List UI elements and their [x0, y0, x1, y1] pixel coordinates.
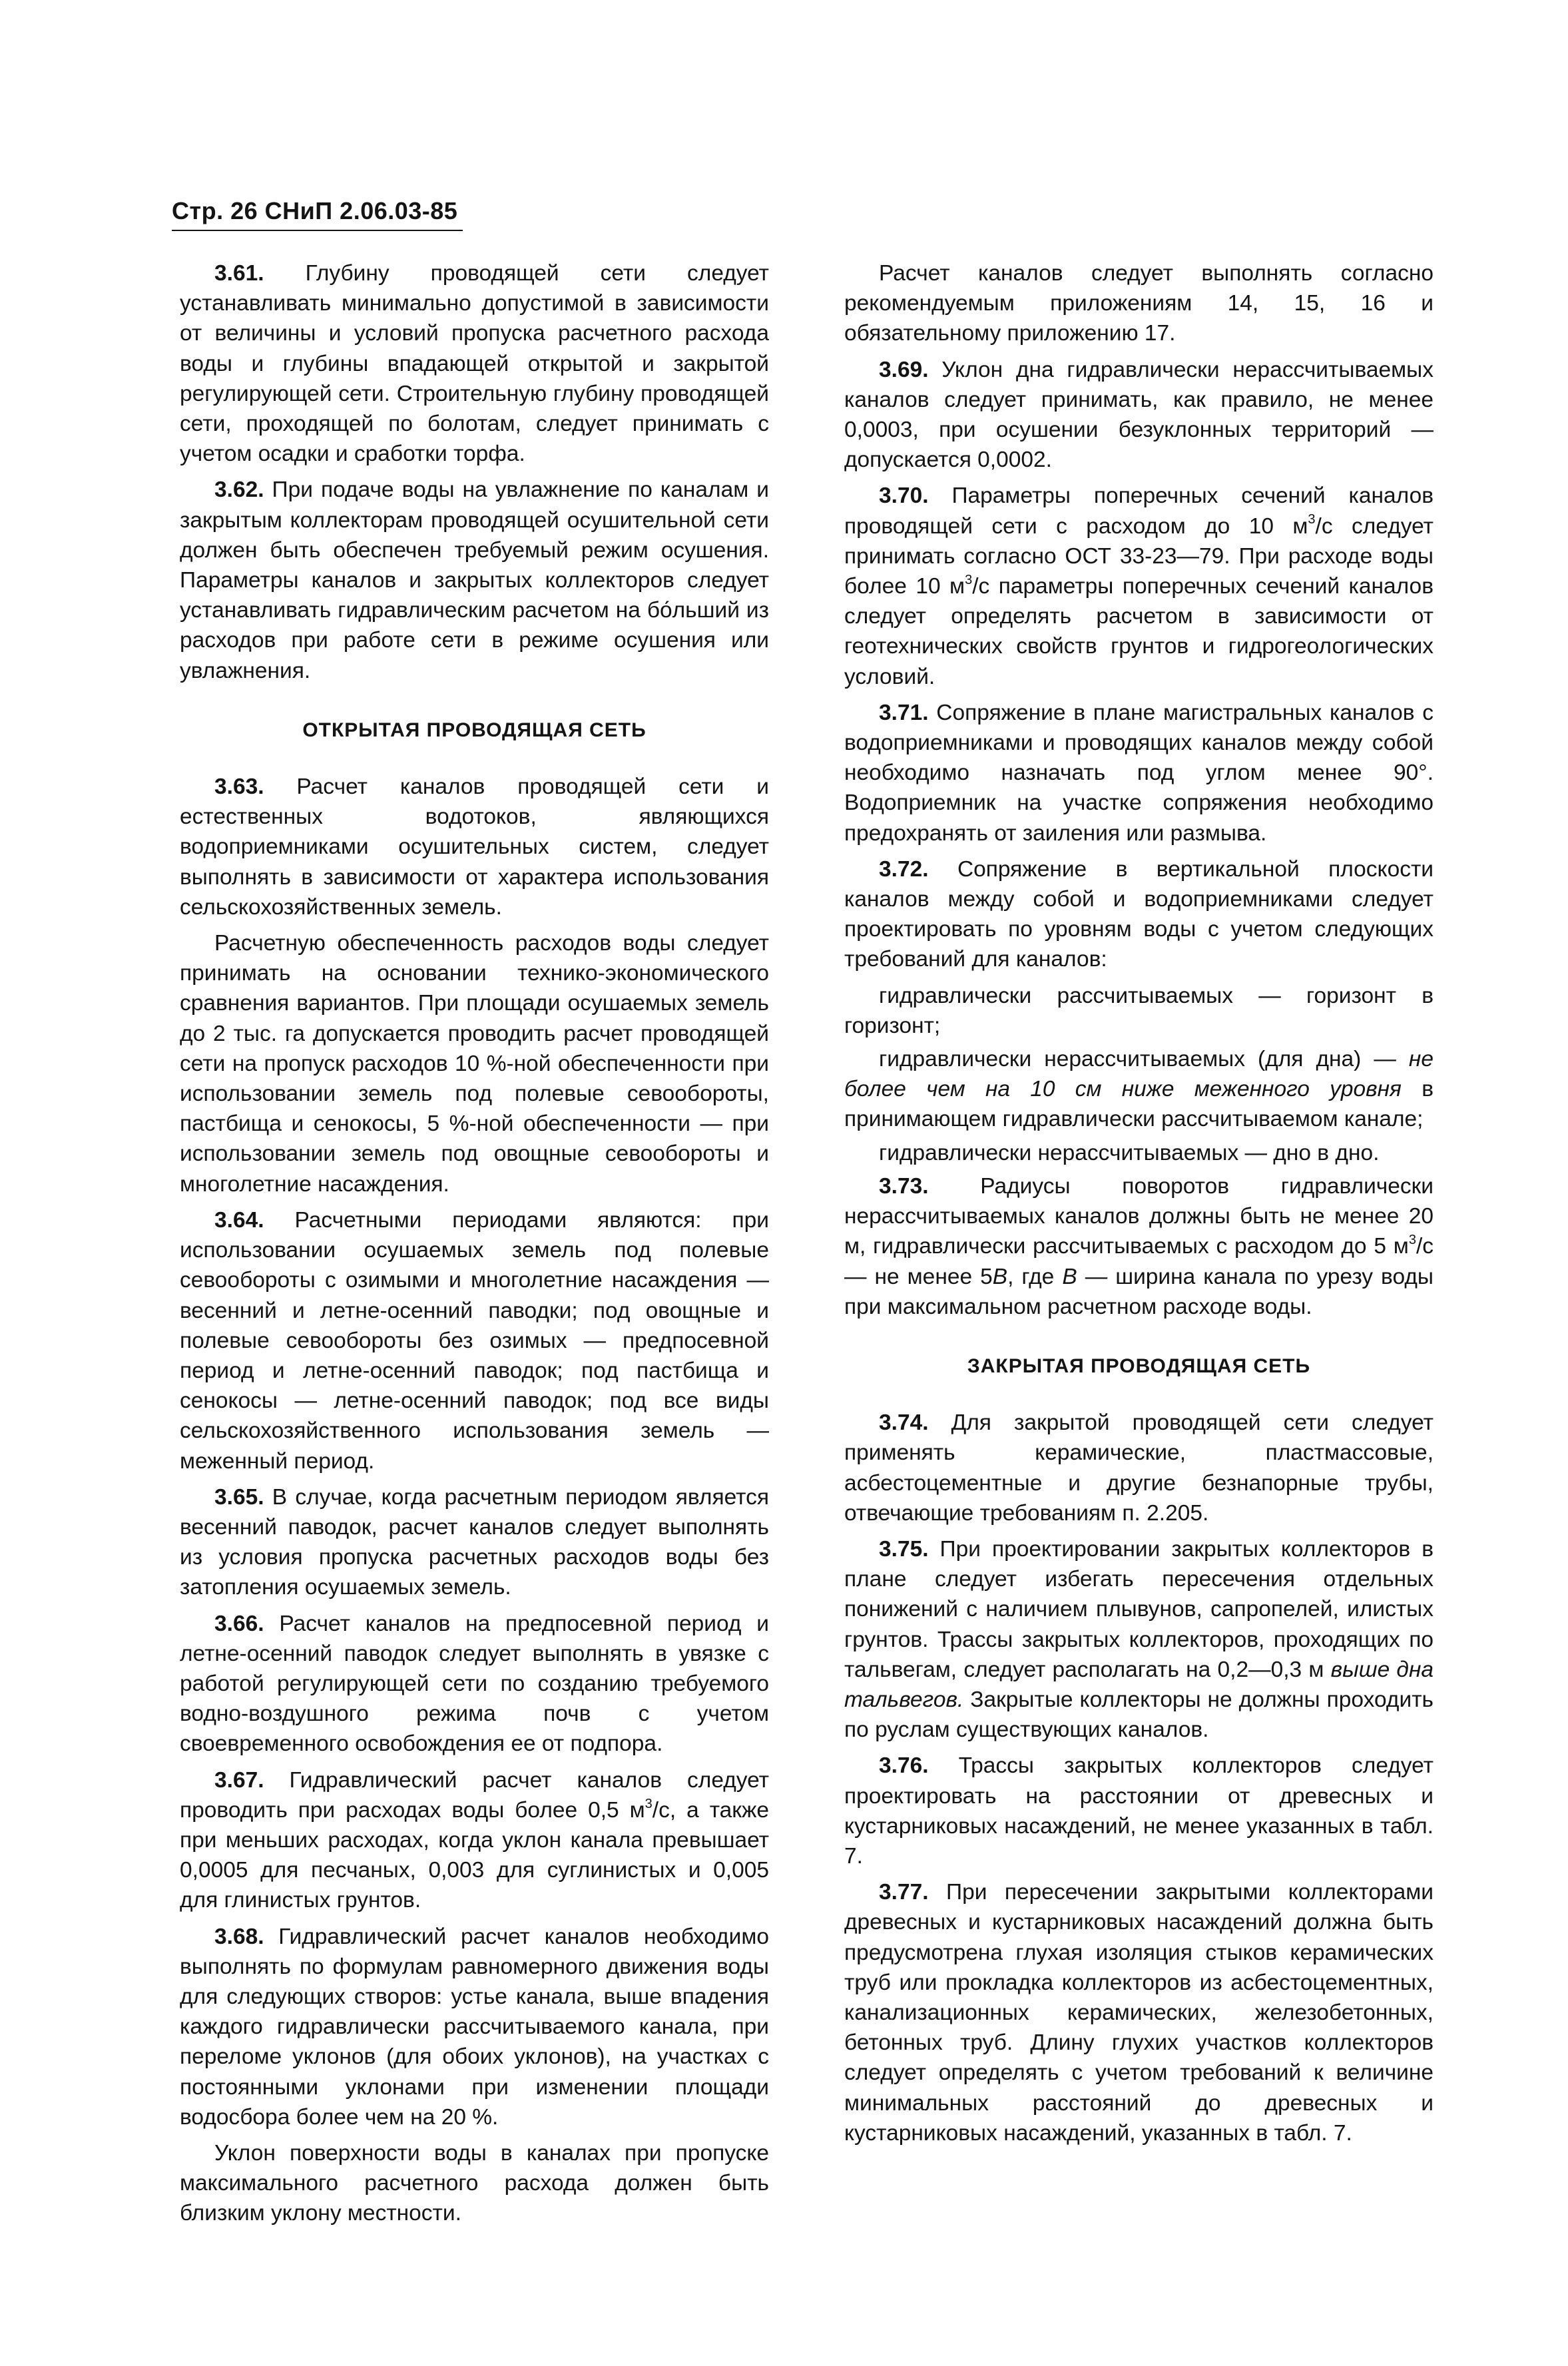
clause-number: 3.72.: [879, 856, 929, 882]
clause-text: Закрытые коллекторы не должны проходить по руслам существующих каналов.: [844, 1687, 1434, 1743]
paragraph-3-63: [180, 772, 769, 922]
paragraph-3-64: [180, 1205, 769, 1476]
paragraph-3-62: [180, 475, 769, 685]
superscript: 3: [1308, 512, 1316, 527]
paragraph-3-71: [844, 698, 1434, 848]
paragraph-3-68-continued: Уклон поверхности воды в каналах при пропуске максимального расчетного расхода должен быть близким уклону местности.: [180, 2140, 769, 2226]
clause-number: 3.73.: [879, 1173, 929, 1199]
paragraph-3-68: [180, 1922, 769, 2132]
clause-number: 3.65.: [214, 1484, 264, 1510]
paragraph-3-77: [844, 1877, 1434, 2148]
variable: B: [1062, 1264, 1077, 1289]
clause-text: /с, а также при меньших расходах, когда уклон канала превышает 0,0005 для песчаных, 0,003 для суглинистых и 0,005 для глинистых грунтов.: [180, 1797, 770, 1913]
section-heading-open-network: ОТКРЫТАЯ ПРОВОДЯЩАЯ СЕТЬ: [302, 719, 647, 741]
paragraph-3-66: [180, 1609, 769, 1759]
clause-text: Для закрытой проводящей сети следует применять керамические, пластмассовые, асбестоцементные и другие безнапорные трубы, отвечающие требованиям п. 2.205.: [844, 1410, 1434, 1526]
clause-text: При пересечении закрытыми коллекторами древесных и кустарниковых насаждений должна быть предусмотрена глухая изоляция стыков керамических труб или прокладка коллекторов из асбестоцементных, канализационных керамических, железобетонных, бетонных труб. Длину глухих участков коллекторов следует определять с учетом требований к величине минимальных расстояний до древесных и кустарниковых насаждений, указанных в табл. 7.: [844, 1880, 1434, 2146]
paragraph-3-65: [180, 1482, 769, 1603]
right-column: [844, 258, 1434, 2154]
clause-number: 3.69.: [879, 357, 929, 382]
clause-number: 3.62.: [214, 477, 264, 503]
clause-text: Расчетными периодами являются: при использовании осушаемых земель под полевые севообороты с озимыми и многолетние насаждения — весенний и летне-осенний паводки; под овощные и полевые севообороты без озимых — предпосевной период и летне-осенний паводок; под пастбища и сенокосы — летне-осенний паводок; под все виды сельскохозяйственного использования земель — меженный период.: [180, 1207, 770, 1474]
clause-text: Расчет каналов на предпосевной период и летне-осенний паводок следует выполнять в увязке с работой регулирующей сети по созданию требуемого водно-воздушного режима почв с учетом своевременного освобождения ее от подпора.: [180, 1611, 769, 1757]
clause-number: 3.74.: [879, 1410, 929, 1436]
clause-number: 3.64.: [214, 1207, 264, 1233]
paragraph-3-63-continued: Расчетную обеспеченность расходов воды следует принимать на основании технико-экономического сравнения вариантов. При площади осушаемых земель до 2 тыс. га допускается проводить расчет проводящей сети на пропуск расходов 10 %-ной обеспеченности при использовании земель под полевые севообороты, пастбища и сенокосы, 5 %-ной обеспеченности — при использовании земель под овощные севообороты и многолетние насаждения.: [180, 931, 769, 1197]
clause-text: Уклон дна гидравлически нерассчитываемых каналов следует принимать, как правило, не менее 0,0003, при осушении безуклонных территорий — допускается 0,0002.: [844, 357, 1434, 473]
superscript: 3: [965, 572, 973, 587]
left-column: [180, 258, 769, 2235]
clause-number: 3.63.: [214, 774, 264, 800]
paragraph-3-73: [844, 1171, 1434, 1322]
superscript: 3: [645, 1796, 653, 1811]
clause-text: /с параметры поперечных сечений каналов следует определять расчетом в зависимости от геотехнических свойств грунтов и гидрогеологических условий.: [844, 574, 1434, 689]
italic-text: не более чем на 10 см ниже меженного уровня: [844, 1047, 1434, 1102]
clause-text: — ширина канала по урезу воды при максимальном расчетном расходе воды.: [844, 1264, 1434, 1319]
superscript: 3: [1408, 1233, 1416, 1248]
running-head: Стр. 26 СНиП 2.06.03-85: [172, 197, 458, 224]
clause-number: 3.61.: [214, 261, 264, 286]
paragraph-3-61: [180, 258, 769, 469]
list-item-hydraulic-not-calculated: гидравлически нерассчитываемых — дно в дно.: [879, 1140, 1380, 1165]
clause-text: Сопряжение в плане магистральных каналов с водоприемниками и проводящих каналов между собой необходимо назначать под углом менее 90°. Водоприемник на участке сопряжения необходимо предохранять от заиления или размыва.: [844, 700, 1434, 846]
paragraph-3-68-calculation: Расчет каналов следует выполнять согласно рекомендуемым приложениям 14, 15, 16 и обязательному приложению 17.: [844, 261, 1434, 346]
clause-text: Трассы закрытых коллекторов следует проектировать на расстоянии от древесных и кустарниковых насаждений, не менее указанных в табл. 7.: [844, 1753, 1434, 1869]
header-rule: [172, 230, 463, 231]
clause-text: При подаче воды на увлажнение по каналам и закрытым коллекторам проводящей осушительной сети должен быть обеспечен требуемый режим осушения. Параметры каналов и закрытых коллекторов следует устанавливать гидравлическим расчетом на бо́льший из расходов при работе сети в режиме осушения или увлажнения.: [180, 477, 769, 683]
variable: B: [992, 1264, 1008, 1289]
clause-text: Гидравлический расчет каналов необходимо выполнять по формулам равномерного движения воды для следующих створов: устье канала, выше впадения каждого гидравлически рассчитываемого канала, при переломе уклонов (для обоих уклонов), на участках с постоянными уклонами при изменении площади водосбора более чем на 20 %.: [180, 1924, 769, 2130]
clause-number: 3.68.: [214, 1924, 264, 1949]
clause-number: 3.75.: [879, 1536, 929, 1562]
clause-text: /с — не менее 5: [844, 1234, 1434, 1289]
italic-text: выше дна тальвегов.: [844, 1657, 1434, 1712]
clause-number: 3.66.: [214, 1611, 264, 1636]
list-item-hydraulic-not-calculated-bottom: [844, 1044, 1434, 1135]
clause-text: Радиусы поворотов гидравлически нерассчитываемых каналов должны быть не менее 20 м, гидравлически рассчитываемых с расходом до 5 м: [844, 1173, 1434, 1259]
clause-text: В случае, когда расчетным периодом является весенний паводок, расчет каналов следует выполнять из условия пропуска расчетных расходов воды без затопления осушаемых земель.: [180, 1484, 769, 1600]
clause-number: 3.77.: [879, 1880, 929, 1905]
paragraph-3-75: [844, 1534, 1434, 1745]
clause-number: 3.70.: [879, 483, 929, 509]
clause-number: 3.67.: [214, 1767, 264, 1793]
clause-text: /с следует принимать согласно ОСТ 33-23—79. При расходе воды более 10 м: [844, 513, 1434, 599]
list-item-hydraulic-calculated: гидравлически рассчитываемых — горизонт в горизонт;: [844, 983, 1434, 1038]
paragraph-3-70: [844, 481, 1434, 691]
paragraph-3-74: [844, 1408, 1434, 1528]
clause-text: Параметры поперечных сечений каналов проводящей сети с расходом до 10 м: [844, 483, 1434, 539]
clause-text: Сопряжение в вертикальной плоскости каналов между собой и водоприемниками следует проектировать по уровням воды с учетом следующих требований для каналов:: [844, 856, 1434, 972]
paragraph-3-69: [844, 355, 1434, 475]
clause-text: , где: [1007, 1264, 1063, 1289]
section-heading-closed-network: ЗАКРЫТАЯ ПРОВОДЯЩАЯ СЕТЬ: [967, 1354, 1311, 1377]
clause-text: Глубину проводящей сети следует устанавливать минимально допустимой в зависимости от величины и условий пропуска расчетного расхода воды и глубины впадающей открытой и закрытой регулирующей сети. Строительную глубину проводящей сети, проходящей по болотам, следует принимать с учетом осадки и сработки торфа.: [180, 261, 769, 467]
paragraph-3-67: [180, 1765, 769, 1916]
paragraph-3-76: [844, 1751, 1434, 1871]
clause-text: При проектировании закрытых коллекторов в плане следует избегать пересечения отдельных понижений с наличием плывунов, сапропелей, илистых грунтов. Трассы закрытых коллекторов, проходящих по тальвегам, следует располагать на 0,2—0,3 м: [844, 1536, 1434, 1682]
clause-text: в принимающем гидравлически рассчитываемом канале;: [844, 1077, 1434, 1132]
clause-number: 3.76.: [879, 1753, 929, 1779]
clause-number: 3.71.: [879, 700, 929, 725]
clause-text: Расчет каналов проводящей сети и естественных водотоков, являющихся водоприемниками осушительных систем, следует выполнять в зависимости от характера использования сельскохозяйственных земель.: [180, 774, 769, 920]
clause-text: Гидравлический расчет каналов следует проводить при расходах воды более 0,5 м: [180, 1767, 769, 1823]
clause-text: гидравлически нерассчитываемых (для дна) —: [879, 1047, 1409, 1072]
paragraph-3-72: [844, 854, 1434, 975]
